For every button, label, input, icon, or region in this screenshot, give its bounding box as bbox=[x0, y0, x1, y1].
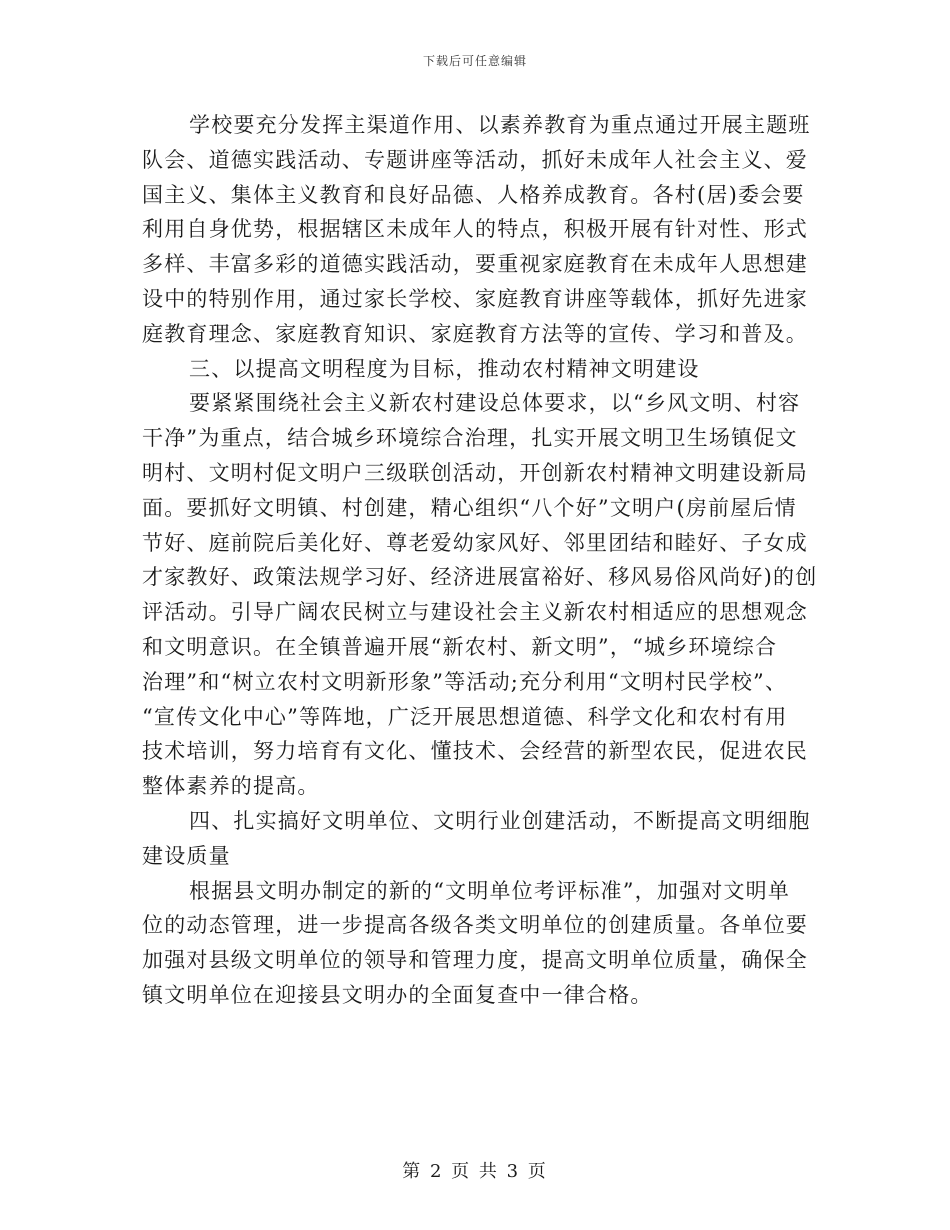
text-line: 和文明意识。在全镇普遍开展“新农村、新文明”，“城乡环境综合 bbox=[142, 634, 778, 659]
text-line: 庭教育理念、家庭教育知识、家庭教育方法等的宣传、学习和普及。 bbox=[142, 321, 808, 346]
document-body bbox=[142, 108, 818, 1013]
text-line: “宣传文化中心”等阵地，广泛开展思想道德、科学文化和农村有用 bbox=[142, 704, 788, 729]
text-line: 国主义、集体主义教育和良好品德、人格养成教育。各村(居)委会要 bbox=[142, 182, 805, 207]
text-line: 治理”和“树立农村文明新形象”等活动;充分利用“文明村民学校”、 bbox=[142, 669, 788, 694]
section-heading: 四、扎实搞好文明单位、文明行业创建活动，不断提高文明细胞 bbox=[189, 808, 811, 833]
text-line: 学校要充分发挥主渠道作用、以素养教育为重点通过开展主题班 bbox=[189, 113, 811, 137]
section-heading-continued: 建设质量 bbox=[142, 843, 231, 868]
text-line: 评活动。引导广阔农民树立与建设社会主义新农村相适应的思想观念 bbox=[142, 600, 808, 625]
text-line: 加强对县级文明单位的领导和管理力度，提高文明单位质量，确保全 bbox=[142, 948, 808, 973]
text-line: 面。要抓好文明镇、村创建，精心组织“八个好”文明户(房前屋后情 bbox=[142, 495, 797, 520]
page-number: 第 2 页 共 3 页 bbox=[402, 1161, 548, 1182]
text-line: 节好、庭前院后美化好、尊老爱幼家风好、邻里团结和睦好、子女成 bbox=[142, 530, 808, 555]
text-line: 位的动态管理，进一步提高各级各类文明单位的创建质量。各单位要 bbox=[142, 913, 808, 938]
text-line: 设中的特别作用，通过家长学校、家庭教育讲座等载体，抓好先进家 bbox=[142, 286, 808, 311]
text-line: 整体素养的提高。 bbox=[142, 774, 320, 799]
text-line: 明村、文明村促文明户三级联创活动，开创新农村精神文明建设新局 bbox=[142, 460, 808, 485]
text-line: 队会、道德实践活动、专题讲座等活动，抓好未成年人社会主义、爱 bbox=[142, 147, 808, 172]
text-line: 干净”为重点，结合城乡环境综合治理，扎实开展文明卫生场镇促文 bbox=[142, 426, 798, 451]
text-line: 多样、丰富多彩的道德实践活动，要重视家庭教育在未成年人思想建 bbox=[142, 252, 808, 277]
page-header: 下载后可任意编辑 bbox=[422, 54, 527, 68]
section-heading: 三、以提高文明程度为目标，推动农村精神文明建设 bbox=[189, 356, 700, 381]
text-line: 利用自身优势，根据辖区未成年人的特点，积极开展有针对性、形式 bbox=[142, 217, 808, 242]
text-line: 技术培训，努力培育有文化、懂技术、会经营的新型农民，促进农民 bbox=[142, 739, 808, 764]
text-line: 镇文明单位在迎接县文明办的全面复查中一律合格。 bbox=[142, 982, 653, 1007]
text-line: 根据县文明办制定的新的“文明单位考评标准”，加强对文明单 bbox=[189, 878, 791, 903]
text-line: 要紧紧围绕社会主义新农村建设总体要求，以“乡风文明、村容 bbox=[189, 391, 801, 416]
text-line: 才家教好、政策法规学习好、经济进展富裕好、移风易俗风尚好)的创 bbox=[142, 565, 818, 590]
